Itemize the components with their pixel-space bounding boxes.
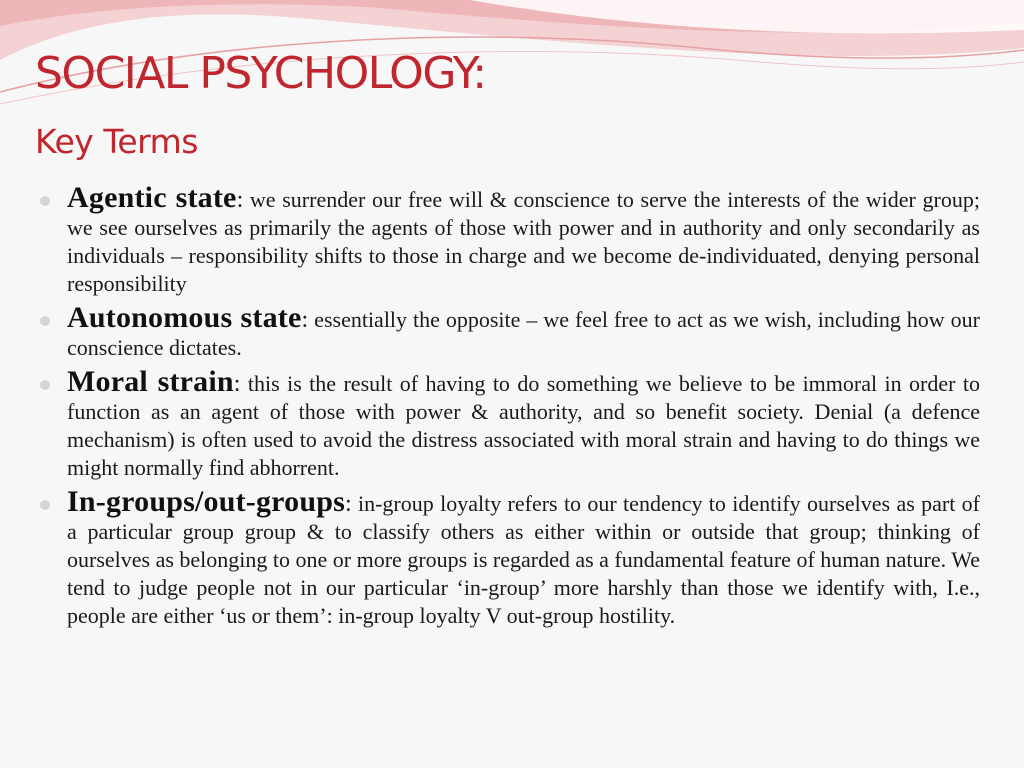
term-definition: we surrender our free will & conscience to serve the interests of the wider group; we see ourselves as primarily the agents of those with power and in authority and only secondarily as individuals – responsibility shifts to those in charge and we become de-individuated, denying personal responsibility bbox=[67, 187, 980, 296]
bullet-icon bbox=[40, 500, 50, 510]
term-separator: : bbox=[301, 307, 309, 333]
bullet-icon bbox=[40, 380, 50, 390]
terms-list bbox=[40, 181, 981, 636]
term-name: Moral strain bbox=[67, 365, 234, 398]
term-name: Autonomous state bbox=[67, 301, 302, 334]
term-definition: this is the result of having to do something we believe to be immoral in order to function as an agent of those with power & authority, and so benefit society. Denial (a defence mechanism) is often used to avoid the distress associated with moral strain and having to do things we might normally find abhorrent. bbox=[67, 371, 981, 480]
bullet-icon bbox=[40, 316, 50, 326]
slide-title: SOCIAL PSYCHOLOGY: bbox=[35, 48, 486, 99]
term-definition: in-group loyalty refers to our tendency to identify ourselves as part of a particular group group & to classify others as either within or outside that group; thinking of ourselves as belonging to one or more groups is regarded as a fundamental feature of human nature. We tend to judge people not in our particular ‘in-group’ more harshly than those we identify with, I.e., people are either ‘us or them’: in-group loyalty V out-group hostility. bbox=[67, 491, 980, 628]
term-definition: essentially the opposite – we feel free to act as we wish, including how our conscience dictates. bbox=[67, 307, 980, 360]
term-separator: : bbox=[233, 371, 241, 397]
term-agentic-state bbox=[40, 181, 980, 298]
term-separator: : bbox=[236, 187, 244, 213]
term-in-groups-out-groups bbox=[40, 485, 980, 630]
term-autonomous-state bbox=[40, 301, 980, 362]
term-separator: : bbox=[344, 491, 352, 517]
bullet-icon bbox=[40, 196, 50, 206]
term-moral-strain bbox=[40, 365, 981, 482]
term-name: In-groups/out-groups bbox=[67, 485, 345, 518]
term-name: Agentic state bbox=[67, 181, 237, 214]
slide-subtitle: Key Terms bbox=[35, 122, 198, 161]
